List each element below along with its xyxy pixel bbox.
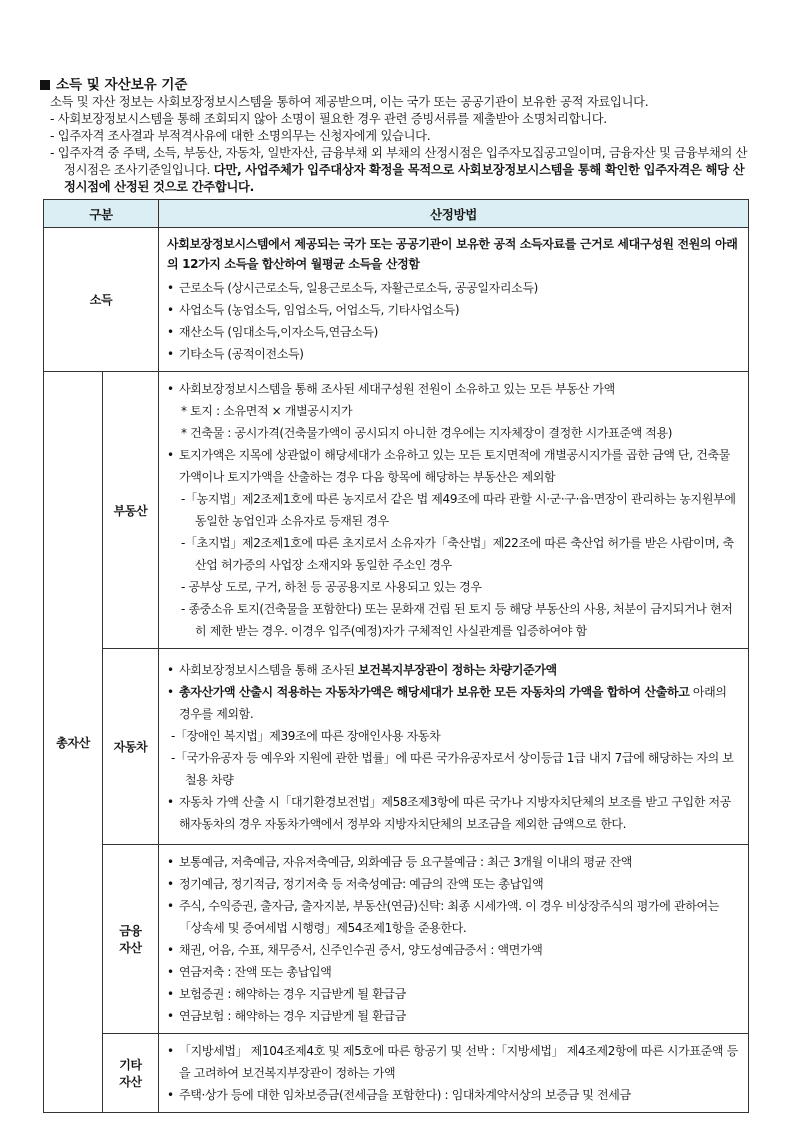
header-method: 산정방법 (159, 200, 749, 228)
table-header-row (44, 200, 749, 228)
other-row (44, 1034, 749, 1113)
criteria-table (43, 199, 749, 1113)
car-method (159, 649, 749, 845)
list-item: • 보통예금, 저축예금, 자유저축예금, 외화예금 등 요구불예금 : 최근 3개월 이내의 평균 잔액 (167, 851, 740, 873)
finance-row (44, 845, 749, 1034)
list-item: • 기타소득 (공적이전소득) (167, 343, 740, 365)
income-lead: 사회보장정보시스템에서 제공되는 국가 또는 공공기관이 보유한 공적 소득자료를 근거로 세대구성원 전원의 아래의 12가지 소득을 합산하여 월평균 소득을 산정함 (167, 237, 738, 271)
list-item: • 보험증권 : 해약하는 경우 지급받게 될 환급금 (167, 983, 740, 1005)
list-item: • 총자산가액 산출시 적용하는 자동차가액은 해당세대가 보유한 모든 자동차의 가액을 합하여 산출하고 아래의 경우를 제외함. (167, 681, 740, 725)
income-label: 소득 (44, 228, 159, 372)
list-item: • 사업소득 (농업소득, 임업소득, 어업소득, 기타사업소득) (167, 299, 740, 321)
dash-item: -「농지법」제2조제1호에 따른 농지로서 같은 법 제49조에 따라 관할 시·군·구·읍·면장이 관리하는 농지원부에 동일한 농업인과 소유자로 등재된 경우 (181, 492, 736, 528)
list-item: • 토지가액은 지목에 상관없이 해당세대가 소유하고 있는 모든 토지면적에 개별공시지가를 곱한 금액 단, 건축물가액이나 토지가액을 산출하는 경우 다음 항목에 해당하는 부동산은 제외함 (167, 444, 740, 488)
list-item: • 사회보장정보시스템을 통해 조사된 보건복지부장관이 정하는 차량기준가액 (167, 659, 740, 681)
car-label: 자동차 (103, 649, 159, 845)
other-label: 기타 자산 (103, 1034, 159, 1113)
finance-label: 금융 자산 (103, 845, 159, 1034)
sub-item: * 건축물 : 공시가격(건축물가액이 공시되지 아니한 경우에는 지자체장이 결정한 시가표준액 적용) (181, 426, 673, 440)
finance-method (159, 845, 749, 1034)
list-item: • 연금저축 : 잔액 또는 총납입액 (167, 961, 740, 983)
realestate-method (159, 372, 749, 649)
dash-item: - 종중소유 토지(건축물을 포함한다) 또는 문화재 건립 된 토지 등 해당 부동산의 사용, 처분이 금지되거나 현저히 제한 받는 경우. 이경우 입주(예정)자가 구체적인 사실관계를 입증하여야 함 (181, 602, 733, 638)
list-item: • 「지방세법」 제104조제4호 및 제5호에 따른 항공기 및 선박 :「지방세법」 제4조제2항에 따른 시가표준액 등을 고려하여 보건복지부장관이 정하는 가액 (167, 1040, 740, 1084)
income-row (44, 228, 749, 372)
square-bullet-icon (40, 80, 50, 90)
list-item: • 재산소득 (임대소득,이자소득,연금소득) (167, 321, 740, 343)
intro-lead: 소득 및 자산 정보는 사회보장정보시스템을 통하여 제공받으며, 이는 국가 또는 공공기관이 보유한 공적 자료입니다. (50, 95, 649, 109)
section-block (40, 76, 750, 196)
list-item: • 채권, 어음, 수표, 채무증서, 신주인수권 증서, 양도성예금증서 : 액면가액 (167, 939, 740, 961)
list-item: • 주식, 수익증권, 출자금, 출자지분, 부동산(연금)신탁: 최종 시세가액. 이 경우 비상장주식의 평가에 관하여는「상속세 및 증여세법 시행령」제54조제1항을 준용한다. (167, 895, 740, 939)
note-item: - 입주자격 중 주택, 소득, 부동산, 자동차, 일반자산, 금융부채 외 부채의 산정시점은 입주자모집공고일이며, 금융자산 및 금융부채의 산정시점은 조사기준일입니다. 다만, 사업주체가 입주대상자 확정을 목적으로 사회보장정보시스템을 통해 확인한 입주자격은 해당 산정시점에 산정된 것으로 간주합니다. (50, 146, 748, 194)
realestate-row (44, 372, 749, 649)
intro-text (40, 94, 750, 196)
header-category: 구분 (44, 200, 159, 228)
note-bold: 다만, 사업주체가 입주대상자 확정을 목적으로 사회보장정보시스템을 통해 확인한 입주자격은 해당 산정시점에 산정된 것으로 간주합니다. (64, 163, 745, 194)
list-item: • 사회보장정보시스템을 통해 조사된 세대구성원 전원이 소유하고 있는 모든 부동산 가액 (167, 378, 740, 400)
dash-item: -「장애인 복지법」제39조에 따른 장애인사용 자동차 (171, 728, 441, 743)
list-item: • 자동차 가액 산출 시「대기환경보전법」제58조제3항에 따른 국가나 지방자치단체의 보조를 받고 구입한 저공해자동차의 경우 자동차가액에서 정부와 지방자치단체의 보조금을 제외한 금액으로 한다. (167, 791, 740, 835)
section-title: 소득 및 자산보유 기준 (40, 76, 750, 94)
note-item: - 사회보장정보시스템을 통해 조회되지 않아 소명이 필요한 경우 관련 증빙서류를 제출받아 소명처리합니다. (50, 112, 607, 126)
dash-item: -「초지법」제2조제1호에 따른 초지로서 소유자가「축산법」제22조에 따른 축산업 허가를 받은 사람이며, 축산업 허가증의 사업장 소재지와 동일한 주소인 경우 (181, 536, 734, 572)
other-method (159, 1034, 749, 1113)
assets-label: 총자산 (44, 372, 103, 1113)
car-row (44, 649, 749, 845)
note-item: - 입주자격 조사결과 부적격사유에 대한 소명의무는 신청자에게 있습니다. (50, 129, 431, 143)
dash-item: - 공부상 도로, 구거, 하천 등 공공용지로 사용되고 있는 경우 (181, 580, 482, 594)
sub-item: * 토지 : 소유면적 × 개별공시지가 (181, 404, 353, 418)
list-item: • 주택·상가 등에 대한 임차보증금(전세금을 포함한다) : 임대차계약서상의 보증금 및 전세금 (167, 1084, 740, 1106)
list-item: • 연금보험 : 해약하는 경우 지급받게 될 환급금 (167, 1005, 740, 1027)
dash-item: -「국가유공자 등 예우와 지원에 관한 법률」에 따른 국가유공자로서 상이등급 1급 내지 7급에 해당하는 자의 보철용 차량 (171, 750, 734, 787)
list-item: • 근로소득 (상시근로소득, 일용근로소득, 자활근로소득, 공공일자리소득) (167, 277, 740, 299)
income-method (159, 228, 749, 372)
realestate-label: 부동산 (103, 372, 159, 649)
list-item: • 정기예금, 정기적금, 정기저축 등 저축성예금: 예금의 잔액 또는 총납입액 (167, 873, 740, 895)
